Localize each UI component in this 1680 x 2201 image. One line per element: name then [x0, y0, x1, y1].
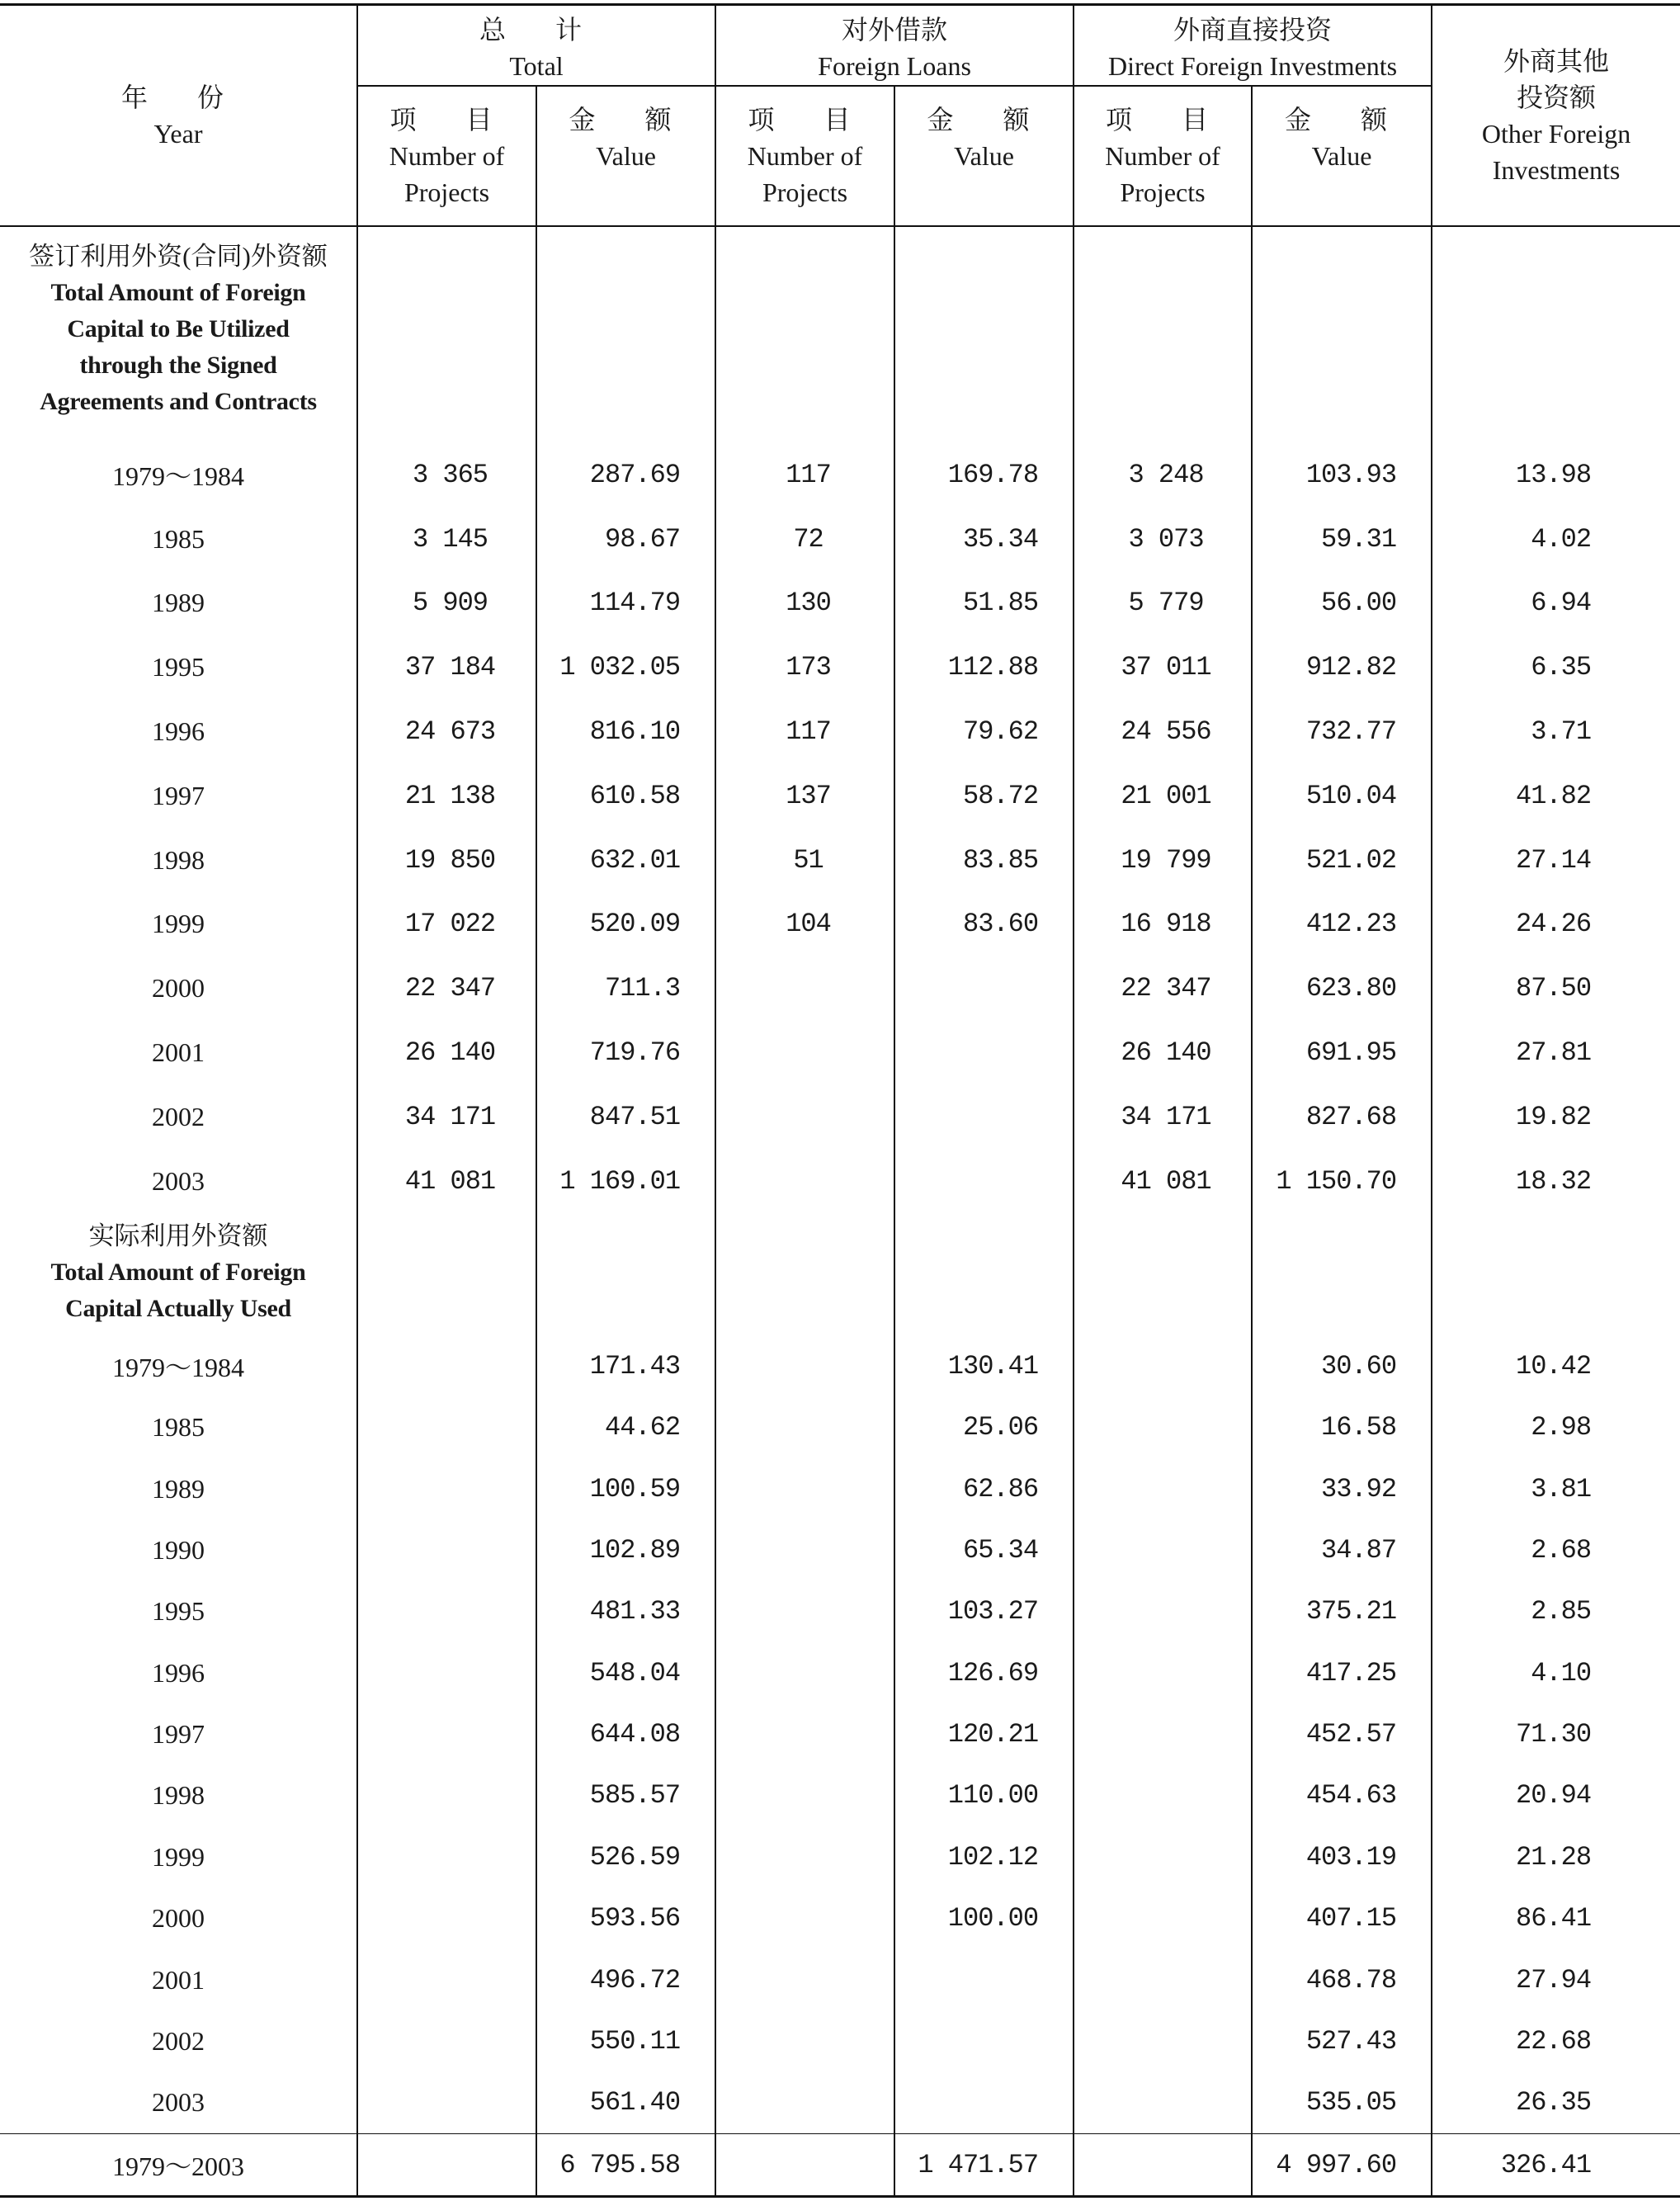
value-zh: 金 额 — [569, 104, 683, 135]
dfi-value-cell: 468.78 — [1252, 1949, 1432, 2010]
other-value-cell: 4.10 — [1432, 1642, 1680, 1703]
dfi-projects-cell: 41 081 — [1074, 1149, 1252, 1213]
other-value-cell: 27.14 — [1432, 828, 1680, 892]
dfi-projects-cell — [1074, 1888, 1252, 1949]
dfi-projects-cell — [1074, 1642, 1252, 1703]
projects-en2: Projects — [1120, 177, 1206, 207]
projects-en2: Projects — [403, 177, 490, 207]
total-value-cell: 719.76 — [536, 1021, 715, 1085]
projects-zh: 项 目 — [748, 104, 862, 135]
dfi-projects-header — [1074, 86, 1252, 226]
total-projects-header — [357, 86, 536, 226]
dfi-value-cell: 452.57 — [1252, 1703, 1432, 1764]
section2-label-en: Capital Actually Used — [65, 1295, 291, 1323]
table-row — [0, 1519, 1680, 1580]
table-row — [0, 892, 1680, 956]
dfi-value-cell: 407.15 — [1252, 1888, 1432, 1949]
section1-label — [0, 226, 357, 443]
year-cell: 1998 — [152, 1780, 205, 1811]
total-value-cell: 496.72 — [536, 1949, 715, 2010]
total-value-header — [536, 86, 715, 226]
dfi-header-zh: 外商直接投资 — [1173, 14, 1333, 45]
other-value-cell: 27.81 — [1432, 1021, 1680, 1085]
loans-value-cell: 100.00 — [894, 1888, 1074, 1949]
dfi-value-cell: 375.21 — [1252, 1581, 1432, 1642]
total-value-cell: 585.57 — [536, 1765, 715, 1826]
total-projects-cell — [357, 1581, 536, 1642]
year-header — [0, 5, 357, 226]
dfi-value-cell: 16.58 — [1252, 1396, 1432, 1457]
other-header-zh1: 外商其他 — [1503, 45, 1610, 76]
dfi-header — [1074, 5, 1432, 86]
dfi-value-cell: 33.92 — [1252, 1458, 1432, 1519]
year-cell: 1979～1984 — [111, 461, 244, 492]
dfi-value-cell: 4 997.60 — [1252, 2134, 1432, 2197]
loans-projects-cell — [715, 1335, 894, 1396]
total-projects-cell: 34 171 — [357, 1084, 536, 1149]
value-zh: 金 额 — [1285, 104, 1399, 135]
total-value-cell: 520.09 — [536, 892, 715, 956]
table-row — [0, 571, 1680, 635]
loans-projects-header — [715, 86, 894, 226]
total-value-cell: 171.43 — [536, 1335, 715, 1396]
year-cell: 2002 — [152, 2026, 205, 2057]
total-header-zh: 总 计 — [479, 14, 594, 45]
year-cell: 2003 — [152, 2087, 205, 2118]
dfi-value-cell: 417.25 — [1252, 1642, 1432, 1703]
dfi-value-cell: 56.00 — [1252, 571, 1432, 635]
loans-value-cell: 79.62 — [894, 700, 1074, 764]
total-projects-cell: 24 673 — [357, 700, 536, 764]
loans-value-cell: 65.34 — [894, 1519, 1074, 1580]
other-value-cell: 24.26 — [1432, 892, 1680, 956]
loans-projects-cell — [715, 2072, 894, 2134]
dfi-projects-cell: 37 011 — [1074, 635, 1252, 700]
total-projects-cell: 19 850 — [357, 828, 536, 892]
loans-projects-cell — [715, 1396, 894, 1457]
dfi-value-cell: 827.68 — [1252, 1084, 1432, 1149]
loans-projects-cell: 117 — [715, 443, 894, 508]
loans-projects-cell — [715, 2134, 894, 2197]
other-value-cell: 4.02 — [1432, 507, 1680, 571]
total-value-cell: 561.40 — [536, 2072, 715, 2134]
loans-projects-cell — [715, 1642, 894, 1703]
dfi-projects-cell — [1074, 2072, 1252, 2134]
table-row — [0, 1581, 1680, 1642]
dfi-value-cell: 623.80 — [1252, 956, 1432, 1021]
loans-value-cell: 58.72 — [894, 763, 1074, 828]
total-projects-cell — [357, 1888, 536, 1949]
dfi-value-cell: 732.77 — [1252, 700, 1432, 764]
year-cell: 1989 — [152, 588, 205, 618]
other-value-cell: 2.98 — [1432, 1396, 1680, 1457]
year-cell: 1979～1984 — [111, 1353, 244, 1383]
dfi-projects-cell — [1074, 1581, 1252, 1642]
total-projects-cell — [357, 1458, 536, 1519]
total-value-cell: 526.59 — [536, 1826, 715, 1887]
other-value-cell: 10.42 — [1432, 1335, 1680, 1396]
year-cell: 1998 — [152, 844, 205, 875]
total-projects-cell — [357, 1396, 536, 1457]
foreign-capital-table — [0, 3, 1680, 2198]
dfi-value-cell: 454.63 — [1252, 1765, 1432, 1826]
table-row — [0, 1888, 1680, 1949]
dfi-header-en: Direct Foreign Investments — [1107, 50, 1398, 81]
loans-value-cell — [894, 2010, 1074, 2071]
loans-value-cell — [894, 1021, 1074, 1085]
table-body — [0, 226, 1680, 2197]
total-projects-cell: 26 140 — [357, 1021, 536, 1085]
total-projects-cell: 17 022 — [357, 892, 536, 956]
loans-projects-cell: 51 — [715, 828, 894, 892]
loans-value-cell: 62.86 — [894, 1458, 1074, 1519]
loans-value-cell — [894, 1084, 1074, 1149]
table-row — [0, 1765, 1680, 1826]
total-projects-cell — [357, 1519, 536, 1580]
dfi-projects-cell: 5 779 — [1074, 571, 1252, 635]
year-cell: 2000 — [152, 1903, 205, 1934]
loans-value-cell: 130.41 — [894, 1335, 1074, 1396]
loans-header-en: Foreign Loans — [818, 50, 971, 81]
dfi-value-cell: 1 150.70 — [1252, 1149, 1432, 1213]
other-value-cell: 3.81 — [1432, 1458, 1680, 1519]
dfi-projects-cell — [1074, 1949, 1252, 2010]
dfi-projects-cell: 3 073 — [1074, 507, 1252, 571]
loans-value-cell — [894, 2072, 1074, 2134]
year-cell: 2000 — [152, 973, 205, 1004]
loans-projects-cell — [715, 1519, 894, 1580]
total-value-cell: 481.33 — [536, 1581, 715, 1642]
table-row — [0, 1703, 1680, 1764]
dfi-projects-cell: 19 799 — [1074, 828, 1252, 892]
total-projects-cell — [357, 1826, 536, 1887]
dfi-value-cell: 527.43 — [1252, 2010, 1432, 2071]
dfi-value-cell: 403.19 — [1252, 1826, 1432, 1887]
loans-projects-cell: 137 — [715, 763, 894, 828]
other-value-cell: 18.32 — [1432, 1149, 1680, 1213]
projects-en1: Number of — [747, 140, 863, 171]
dfi-projects-cell — [1074, 1335, 1252, 1396]
loans-value-cell: 102.12 — [894, 1826, 1074, 1887]
total-value-cell: 102.89 — [536, 1519, 715, 1580]
total-projects-cell: 22 347 — [357, 956, 536, 1021]
loans-projects-cell — [715, 1149, 894, 1213]
loans-value-cell: 126.69 — [894, 1642, 1074, 1703]
dfi-value-cell: 30.60 — [1252, 1335, 1432, 1396]
table-row — [0, 1335, 1680, 1396]
loans-value-cell: 25.06 — [894, 1396, 1074, 1457]
table-row — [0, 635, 1680, 700]
table-row — [0, 507, 1680, 571]
year-cell: 2001 — [152, 1037, 205, 1068]
table-row — [0, 2072, 1680, 2134]
table-row — [0, 956, 1680, 1021]
dfi-value-cell: 535.05 — [1252, 2072, 1432, 2134]
other-value-cell: 3.71 — [1432, 700, 1680, 764]
year-cell: 1990 — [152, 1534, 205, 1565]
year-cell: 1995 — [152, 652, 205, 682]
other-value-cell: 6.94 — [1432, 571, 1680, 635]
loans-projects-cell: 72 — [715, 507, 894, 571]
dfi-value-header — [1252, 86, 1432, 226]
loans-value-cell: 83.60 — [894, 892, 1074, 956]
other-header-en1: Other Foreign — [1481, 118, 1631, 149]
loans-projects-cell: 173 — [715, 635, 894, 700]
loans-value-header — [894, 86, 1074, 226]
year-cell: 2003 — [152, 1165, 205, 1196]
loans-projects-cell — [715, 1826, 894, 1887]
total-value-cell: 550.11 — [536, 2010, 715, 2071]
loans-value-cell: 83.85 — [894, 828, 1074, 892]
dfi-value-cell: 34.87 — [1252, 1519, 1432, 1580]
year-cell: 1997 — [152, 1719, 205, 1750]
dfi-value-cell: 103.93 — [1252, 443, 1432, 508]
other-value-cell: 326.41 — [1432, 2134, 1680, 2197]
total-value-cell: 816.10 — [536, 700, 715, 764]
total-value-cell: 1 169.01 — [536, 1149, 715, 1213]
year-cell: 1999 — [152, 1841, 205, 1872]
dfi-projects-cell: 21 001 — [1074, 763, 1252, 828]
dfi-value-cell: 59.31 — [1252, 507, 1432, 571]
dfi-projects-cell: 16 918 — [1074, 892, 1252, 956]
other-value-cell: 2.68 — [1432, 1519, 1680, 1580]
other-header-zh2: 投资额 — [1517, 82, 1597, 112]
total-projects-cell — [357, 1703, 536, 1764]
projects-en1: Number of — [389, 140, 505, 171]
table-row — [0, 700, 1680, 764]
loans-value-cell — [894, 1149, 1074, 1213]
year-cell: 1995 — [152, 1596, 205, 1627]
year-cell: 1996 — [152, 1657, 205, 1688]
loans-projects-cell — [715, 1703, 894, 1764]
total-header-en: Total — [509, 50, 564, 81]
table-row — [0, 1826, 1680, 1887]
year-cell: 1985 — [152, 1412, 205, 1443]
total-projects-cell: 3 145 — [357, 507, 536, 571]
total-projects-cell — [357, 1765, 536, 1826]
total-value-cell: 644.08 — [536, 1703, 715, 1764]
value-zh: 金 额 — [927, 104, 1041, 135]
dfi-value-cell: 521.02 — [1252, 828, 1432, 892]
table-row — [0, 1642, 1680, 1703]
table-row — [0, 2010, 1680, 2071]
dfi-value-cell: 691.95 — [1252, 1021, 1432, 1085]
year-cell: 1997 — [152, 780, 205, 810]
dfi-value-cell: 412.23 — [1252, 892, 1432, 956]
other-value-cell: 22.68 — [1432, 2010, 1680, 2071]
loans-value-cell: 51.85 — [894, 571, 1074, 635]
total-value-cell: 711.3 — [536, 956, 715, 1021]
value-en: Value — [954, 140, 1014, 171]
year-cell: 1979～2003 — [0, 2134, 357, 2197]
other-value-cell: 21.28 — [1432, 1826, 1680, 1887]
section1-label-en: Agreements and Contracts — [40, 387, 317, 415]
dfi-projects-cell — [1074, 1826, 1252, 1887]
section1-label-en: through the Signed — [79, 351, 277, 379]
dfi-projects-cell: 26 140 — [1074, 1021, 1252, 1085]
loans-projects-cell — [715, 1888, 894, 1949]
loans-projects-cell — [715, 956, 894, 1021]
other-header — [1432, 5, 1680, 226]
total-projects-cell — [357, 2072, 536, 2134]
table-row — [0, 1084, 1680, 1149]
projects-zh: 项 目 — [389, 104, 504, 135]
table-row — [0, 443, 1680, 508]
dfi-projects-cell: 3 248 — [1074, 443, 1252, 508]
loans-value-cell — [894, 956, 1074, 1021]
table-row — [0, 1949, 1680, 2010]
section1-label-zh: 签订利用外资(合同)外资额 — [29, 241, 328, 271]
loans-projects-cell — [715, 1765, 894, 1826]
loans-projects-cell — [715, 1949, 894, 2010]
total-projects-cell: 3 365 — [357, 443, 536, 508]
loans-projects-cell — [715, 2010, 894, 2071]
section-label-row — [0, 1213, 1680, 1335]
loans-projects-cell — [715, 1581, 894, 1642]
year-header-en: Year — [153, 118, 203, 149]
other-value-cell: 13.98 — [1432, 443, 1680, 508]
loans-value-cell: 112.88 — [894, 635, 1074, 700]
loans-value-cell: 1 471.57 — [894, 2134, 1074, 2197]
total-value-cell: 610.58 — [536, 763, 715, 828]
total-value-cell: 114.79 — [536, 571, 715, 635]
section-label-row — [0, 226, 1680, 443]
other-value-cell: 20.94 — [1432, 1765, 1680, 1826]
dfi-projects-cell: 34 171 — [1074, 1084, 1252, 1149]
total-value-cell: 6 795.58 — [536, 2134, 715, 2197]
total-projects-cell — [357, 2134, 536, 2197]
year-cell: 1999 — [152, 909, 205, 939]
loans-value-cell — [894, 1949, 1074, 2010]
dfi-value-cell: 510.04 — [1252, 763, 1432, 828]
other-value-cell: 19.82 — [1432, 1084, 1680, 1149]
dfi-value-cell: 912.82 — [1252, 635, 1432, 700]
year-cell: 1989 — [152, 1473, 205, 1504]
loans-projects-cell: 104 — [715, 892, 894, 956]
year-cell: 1996 — [152, 716, 205, 747]
total-value-cell: 1 032.05 — [536, 635, 715, 700]
loans-value-cell: 35.34 — [894, 507, 1074, 571]
loans-value-cell: 120.21 — [894, 1703, 1074, 1764]
value-en: Value — [1311, 140, 1372, 171]
total-projects-cell — [357, 1335, 536, 1396]
loans-projects-cell — [715, 1084, 894, 1149]
dfi-projects-cell — [1074, 1396, 1252, 1457]
other-value-cell: 41.82 — [1432, 763, 1680, 828]
dfi-projects-cell — [1074, 2134, 1252, 2197]
total-value-cell: 44.62 — [536, 1396, 715, 1457]
total-value-cell: 100.59 — [536, 1458, 715, 1519]
section2-label-en: Total Amount of Foreign — [50, 1259, 306, 1287]
loans-value-cell: 169.78 — [894, 443, 1074, 508]
loans-projects-cell: 130 — [715, 571, 894, 635]
total-value-cell: 548.04 — [536, 1642, 715, 1703]
section1-label-en: Capital to Be Utilized — [67, 314, 290, 342]
loans-header-zh: 对外借款 — [842, 14, 948, 45]
table-row — [0, 1149, 1680, 1213]
total-value-cell: 287.69 — [536, 443, 715, 508]
total-projects-cell: 5 909 — [357, 571, 536, 635]
year-cell: 2002 — [152, 1101, 205, 1131]
dfi-projects-cell — [1074, 1519, 1252, 1580]
total-value-cell: 632.01 — [536, 828, 715, 892]
projects-zh: 项 目 — [1106, 104, 1220, 135]
dfi-projects-cell: 22 347 — [1074, 956, 1252, 1021]
year-cell: 1985 — [152, 523, 205, 554]
table-row — [0, 763, 1680, 828]
table-row — [0, 828, 1680, 892]
total-projects-cell: 21 138 — [357, 763, 536, 828]
total-row — [0, 2134, 1680, 2197]
loans-value-cell: 103.27 — [894, 1581, 1074, 1642]
total-value-cell: 593.56 — [536, 1888, 715, 1949]
dfi-projects-cell — [1074, 2010, 1252, 2071]
other-value-cell: 71.30 — [1432, 1703, 1680, 1764]
other-value-cell: 87.50 — [1432, 956, 1680, 1021]
dfi-projects-cell — [1074, 1703, 1252, 1764]
projects-en2: Projects — [762, 177, 848, 207]
year-cell: 2001 — [152, 1964, 205, 1995]
loans-projects-cell: 117 — [715, 700, 894, 764]
projects-en1: Number of — [1105, 140, 1220, 171]
loans-header — [715, 5, 1074, 86]
dfi-projects-cell — [1074, 1458, 1252, 1519]
loans-projects-cell — [715, 1021, 894, 1085]
total-projects-cell — [357, 1949, 536, 2010]
total-value-cell: 98.67 — [536, 507, 715, 571]
other-header-en2: Investments — [1492, 154, 1621, 185]
other-value-cell: 27.94 — [1432, 1949, 1680, 2010]
total-projects-cell — [357, 2010, 536, 2071]
year-header-zh: 年 份 — [120, 82, 235, 112]
total-value-cell: 847.51 — [536, 1084, 715, 1149]
total-projects-cell — [357, 1642, 536, 1703]
loans-projects-cell — [715, 1458, 894, 1519]
table-row — [0, 1021, 1680, 1085]
total-projects-cell: 41 081 — [357, 1149, 536, 1213]
section2-label — [0, 1213, 357, 1335]
dfi-projects-cell — [1074, 1765, 1252, 1826]
section2-label-zh: 实际利用外资额 — [88, 1221, 268, 1251]
table-row — [0, 1458, 1680, 1519]
other-value-cell: 26.35 — [1432, 2072, 1680, 2134]
section1-label-en: Total Amount of Foreign — [50, 278, 306, 306]
table-row — [0, 1396, 1680, 1457]
loans-value-cell: 110.00 — [894, 1765, 1074, 1826]
other-value-cell: 2.85 — [1432, 1581, 1680, 1642]
other-value-cell: 6.35 — [1432, 635, 1680, 700]
total-projects-cell: 37 184 — [357, 635, 536, 700]
total-header — [357, 5, 715, 86]
other-value-cell: 86.41 — [1432, 1888, 1680, 1949]
value-en: Value — [596, 140, 656, 171]
dfi-projects-cell: 24 556 — [1074, 700, 1252, 764]
